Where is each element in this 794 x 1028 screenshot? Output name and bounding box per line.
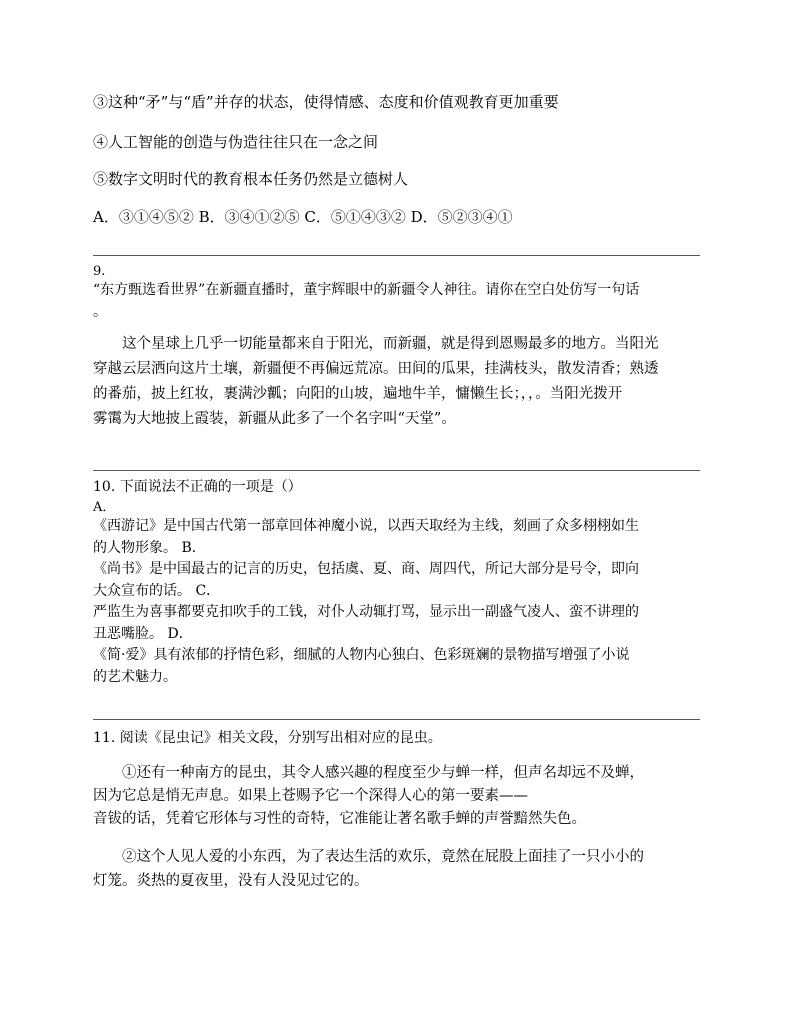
q11-passage-2-line: 灯笼。炎热的夏夜里，没有人没见过它的。 xyxy=(93,873,369,889)
q8-option-4: ④人工智能的创造与伪造往往只在一念之间 xyxy=(93,133,379,151)
q10-option-d-line-2: 的艺术魅力。 xyxy=(93,669,177,685)
divider xyxy=(93,255,700,256)
q10-title: 10. 下面说法不正确的一项是（） xyxy=(93,479,302,495)
q11-passage-2-line: ②这个人见人爱的小东西，为了表达生活的欢乐，竟然在屁股上面挂了一只小小的 xyxy=(93,849,644,865)
q9-prompt-line-1: “东方甄选看世界”在新疆直播时，董宇辉眼中的新疆令人神往。请你在空白处仿写一句话 xyxy=(93,282,640,298)
q10-option-b-line-2: 大众宣布的话。 C． xyxy=(93,583,221,599)
q8-option-3: ③这种“矛”与“盾”并存的状态，使得情感、态度和价值观教育更加重要 xyxy=(93,93,559,111)
q9-passage-line: 雾霭为大地披上霞装，新疆从此多了一个名字叫“天堂”。 xyxy=(93,411,456,427)
q11-passage-1-line: 音钹的话，凭着它形体与习性的奇特，它准能让著名歌手蝉的声誉黯然失色。 xyxy=(93,811,586,827)
q11-passage-2 xyxy=(93,845,703,893)
divider xyxy=(93,470,700,471)
q10-option-d-line-1: 《简·爱》具有浓郁的抒情色彩，细腻的人物内心独白、色彩斑斓的景物描写增强了小说 xyxy=(93,647,630,663)
q9-prompt-line-2: 。 xyxy=(93,304,107,320)
q11-passage-1-line: ①还有一种南方的昆虫，其令人感兴趣的程度至少与蝉一样，但声名却远不及蝉， xyxy=(93,765,644,781)
q10-option-a-label: A． xyxy=(93,500,116,515)
q9-number: 9. xyxy=(93,264,106,279)
q9-passage-line: 穿越云层洒向这片土壤，新疆便不再偏远荒凉。田间的瓜果，挂满枝头，散发清香；熟透 xyxy=(93,361,659,377)
q10-option-b-line-1: 《尚书》是中国最古的记言的历史，包括虞、夏、商、周四代，所记大部分是号令，即向 xyxy=(93,561,639,577)
divider xyxy=(93,719,700,720)
q11-title: 11. 阅读《昆虫记》相关文段，分别写出相对应的昆虫。 xyxy=(93,730,442,746)
q11-passage-1-line: 因为它总是悄无声息。如果上苍赐予它一个深得人心的第一要素—— xyxy=(93,788,528,804)
q11-passage-1 xyxy=(93,762,703,831)
q9-passage xyxy=(93,332,703,432)
q10-option-a-line-1: 《西游记》是中国古代第一部章回体神魔小说，以西天取经为主线，刻画了众多栩栩如生 xyxy=(93,518,639,534)
q8-answer-choices: A．③①④⑤② B．③④①②⑤ C．⑤①④③② D．⑤②③④① xyxy=(93,208,513,226)
q9-passage-line: 这个星球上几乎一切能量都来自于阳光，而新疆，就是得到恩赐最多的地方。当阳光 xyxy=(93,336,659,352)
q9-passage-line: 的番茄，披上红妆，裹满沙瓤；向阳的山坡，遍地牛羊，慵懒生长；，，。当阳光拨开 xyxy=(93,386,623,402)
q10-option-c-line-2: 丑恶嘴脸。 D． xyxy=(93,626,193,642)
q8-option-5: ⑤数字文明时代的教育根本任务仍然是立德树人 xyxy=(93,170,409,188)
q10-option-c-line-1: 严监生为喜事都要克扣吹手的工钱，对仆人动辄打骂，显示出一副盛气凌人、蛮不讲理的 xyxy=(93,604,639,620)
q10-option-a-line-2: 的人物形象。 B． xyxy=(93,540,206,556)
